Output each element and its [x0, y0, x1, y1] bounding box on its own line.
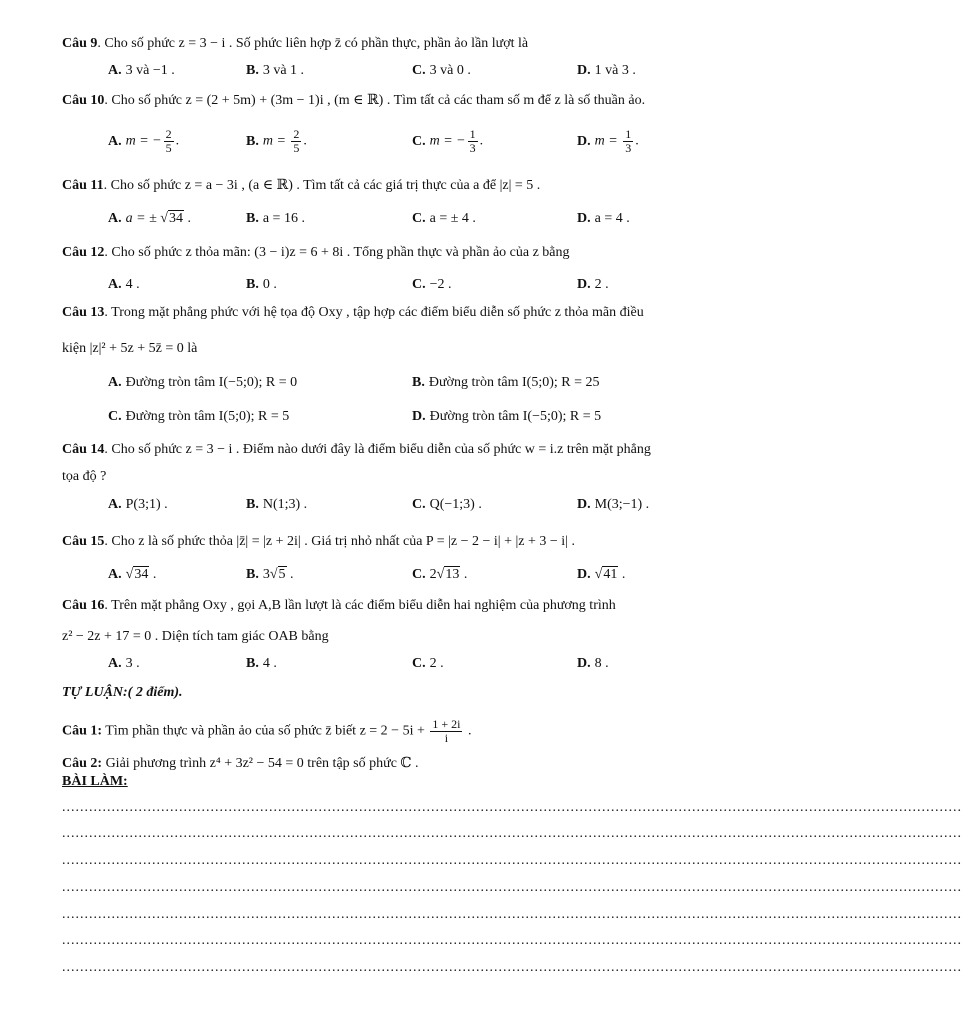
answer-line[interactable]: ........................................................................................................................................................................................................	[62, 853, 962, 868]
q16-option-d[interactable]: D. 8 .	[577, 656, 609, 671]
q11-option-c[interactable]: C. a = ± 4 .	[412, 211, 476, 226]
q12-option-d[interactable]: D. 2 .	[577, 277, 609, 292]
fraction: $\frac{1}{3}$	[469, 127, 476, 155]
q9-option-b[interactable]: B. 3 và 1 .	[246, 63, 305, 78]
answer-label: BÀI LÀM:	[62, 774, 128, 789]
q13-option-d[interactable]: D. Đường tròn tâm I(−5;0); R = 5	[412, 409, 602, 424]
fraction: $\frac{1 + 2i}{i}$	[432, 717, 461, 745]
q10-option-d[interactable]: D. m = $\frac{1}{3}$ .	[577, 127, 639, 155]
q13-option-c[interactable]: C. Đường tròn tâm I(5;0); R = 5	[108, 409, 290, 424]
question-10-stem: Câu 10. Cho số phức z = (2 + 5m) + (3m − 1)i , (m ∈ ℝ) . Tìm tất cả các tham số m để z là số thuần ảo.	[62, 93, 646, 108]
q12-option-b[interactable]: B. 0 .	[246, 277, 277, 292]
question-15-stem: Câu 15. Cho z là số phức thỏa |z̄| = |z + 2i| . Giá trị nhỏ nhất của P = |z − 2 − i| + |z + 3 − i| .	[62, 534, 575, 549]
answer-line[interactable]: ........................................................................................................................................................................................................	[62, 880, 962, 895]
q15-option-b[interactable]: B. 3√5 .	[246, 567, 294, 582]
q10-option-a[interactable]: A. m = − $\frac{2}{5}$ .	[108, 127, 180, 155]
question-14-stem: Câu 14. Cho số phức z = 3 − i . Điểm nào dưới đây là điểm biểu diễn của số phức w = i.z trên mặt phẳng	[62, 442, 651, 457]
question-16-stem: Câu 16. Trên mặt phẳng Oxy , gọi A,B lần lượt là các điểm biểu diễn hai nghiệm của phương trình	[62, 598, 616, 613]
question-16-stem-cont: z² − 2z + 17 = 0 . Diện tích tam giác OAB bằng	[62, 629, 329, 644]
answer-line[interactable]: ........................................................................................................................................................................................................	[62, 960, 962, 975]
fraction: $\frac{1}{3}$	[625, 127, 632, 155]
question-12-stem: Câu 12. Cho số phức z thỏa mãn: (3 − i)z = 6 + 8i . Tổng phần thực và phần ảo của z bằng	[62, 245, 570, 260]
question-9-stem: Câu 9. Cho số phức z = 3 − i . Số phức liên hợp z̄ có phần thực, phần ảo lần lượt là	[62, 36, 529, 51]
q13-option-a[interactable]: A. Đường tròn tâm I(−5;0); R = 0	[108, 375, 298, 390]
essay-question-2: Câu 2: Giải phương trình z⁴ + 3z² − 54 = 0 trên tập số phức ℂ .	[62, 756, 419, 771]
q13-option-b[interactable]: B. Đường tròn tâm I(5;0); R = 25	[412, 375, 600, 390]
q15-option-d[interactable]: D. √41 .	[577, 567, 626, 582]
q14-option-a[interactable]: A. P(3;1) .	[108, 497, 168, 512]
q9-option-a[interactable]: A. 3 và −1 .	[108, 63, 175, 78]
q11-option-a[interactable]: A. a = ± √34 .	[108, 211, 191, 226]
q10-option-c[interactable]: C. m = − $\frac{1}{3}$ .	[412, 127, 484, 155]
q14-option-c[interactable]: C. Q(−1;3) .	[412, 497, 482, 512]
answer-line[interactable]: ........................................................................................................................................................................................................	[62, 826, 962, 841]
q14-option-b[interactable]: B. N(1;3) .	[246, 497, 308, 512]
answer-line[interactable]: ........................................................................................................................................................................................................	[62, 933, 962, 948]
q11-option-b[interactable]: B. a = 16 .	[246, 211, 305, 226]
answer-line[interactable]: ........................................................................................................................................................................................................	[62, 800, 962, 815]
q15-option-a[interactable]: A. √34 .	[108, 567, 157, 582]
q12-option-c[interactable]: C. −2 .	[412, 277, 452, 292]
q16-option-a[interactable]: A. 3 .	[108, 656, 140, 671]
question-13-stem-cont: kiện |z|² + 5z + 5z̄ = 0 là	[62, 341, 198, 356]
essay-section-title: TỰ LUẬN:( 2 điểm).	[62, 685, 183, 700]
q12-option-a[interactable]: A. 4 .	[108, 277, 140, 292]
question-13-stem: Câu 13. Trong mặt phẳng phức với hệ tọa độ Oxy , tập hợp các điểm biểu diễn số phức z thỏa mãn điều	[62, 305, 644, 320]
q9-option-c[interactable]: C. 3 và 0 .	[412, 63, 471, 78]
question-14-stem-cont: tọa độ ?	[62, 469, 107, 484]
q11-option-d[interactable]: D. a = 4 .	[577, 211, 630, 226]
q15-option-c[interactable]: C. 2√13 .	[412, 567, 468, 582]
answer-line[interactable]: ........................................................................................................................................................................................................	[62, 907, 962, 922]
q16-option-b[interactable]: B. 4 .	[246, 656, 277, 671]
q16-option-c[interactable]: C. 2 .	[412, 656, 444, 671]
fraction: $\frac{2}{5}$	[165, 127, 172, 155]
question-11-stem: Câu 11. Cho số phức z = a − 3i , (a ∈ ℝ) . Tìm tất cả các giá trị thực của a để |z| = 5 .	[62, 178, 541, 193]
q14-option-d[interactable]: D. M(3;−1) .	[577, 497, 650, 512]
q10-option-b[interactable]: B. m = $\frac{2}{5}$ .	[246, 127, 307, 155]
essay-question-1: Câu 1: Tìm phần thực và phần ảo của số phức z̄ biết z = 2 − 5i + $\frac{1 + 2i}{i}$ .	[62, 717, 472, 745]
q9-option-d[interactable]: D. 1 và 3 .	[577, 63, 636, 78]
fraction: $\frac{2}{5}$	[293, 127, 300, 155]
